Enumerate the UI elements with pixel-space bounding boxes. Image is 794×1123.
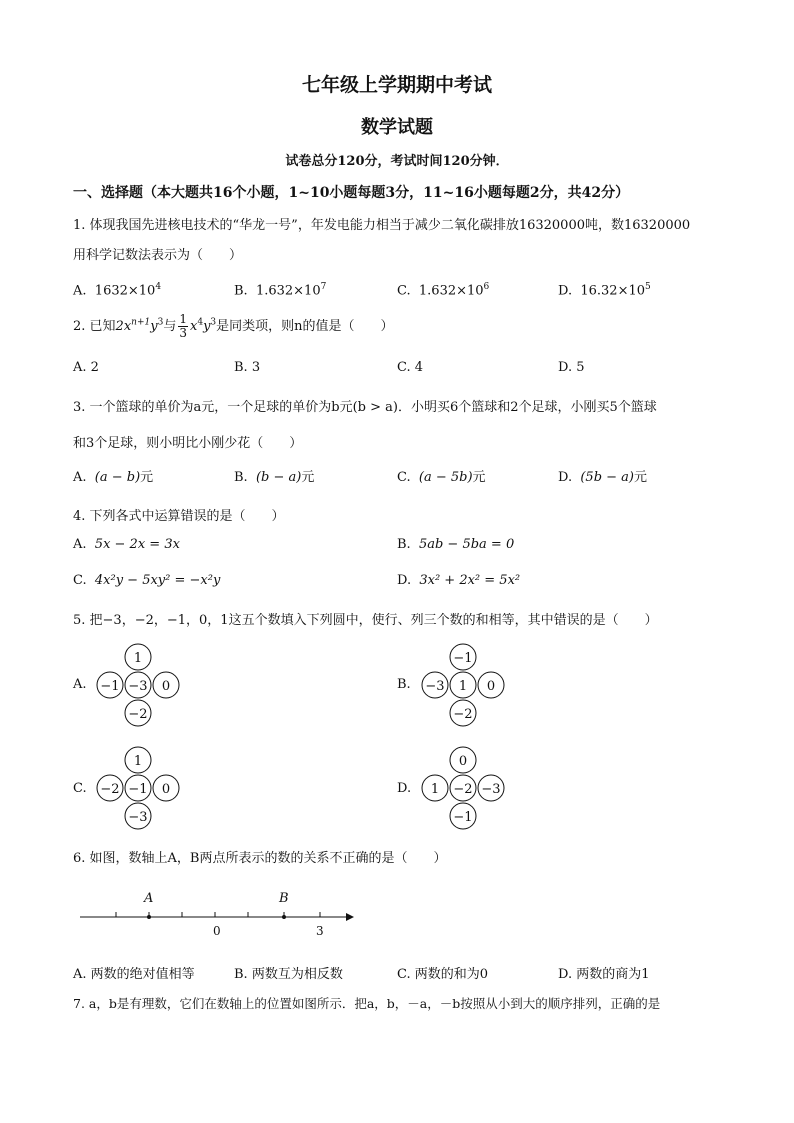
- q1-option-d[interactable]: D. $16.32\times 10^5$: [558, 282, 651, 299]
- q5-c-right: 0: [161, 782, 171, 797]
- q5-a-bottom: −2: [128, 707, 148, 722]
- q1-option-b[interactable]: B. $1.632\times 10^7$: [234, 282, 327, 299]
- point-b-label: B: [279, 891, 289, 906]
- q3-stem-line1: 3. 一个篮球的单价为a元，一个足球的单价为b元(b > a)．小明买6个篮球和2个足球，小刚买5个篮球: [73, 400, 657, 415]
- q3-option-a[interactable]: A. (a − b)元: [73, 470, 154, 485]
- q5-d-center: −2: [453, 782, 473, 797]
- q6-option-a[interactable]: A. 两数的绝对值相等: [73, 967, 195, 982]
- q5-c-bottom: −3: [128, 810, 148, 825]
- q5-option-a-circles: [90, 643, 190, 731]
- number-line-figure: [76, 885, 366, 940]
- q1-stem-line2: 用科学记数法表示为（ ）: [73, 248, 243, 263]
- q5-a-left: −1: [100, 679, 120, 694]
- q3-stem-line2: 和3个足球，则小明比小刚少花（ ）: [73, 436, 303, 451]
- exam-title: 七年级上学期期中考试: [301, 74, 492, 96]
- q5-d-top: 0: [458, 754, 468, 769]
- q2-option-b[interactable]: B. 3: [234, 360, 261, 375]
- q6-option-c[interactable]: C. 两数的和为0: [397, 967, 489, 982]
- point-b-dot: [282, 915, 286, 919]
- q5-c-left: −2: [100, 782, 120, 797]
- q4-option-a[interactable]: A. 5x − 2x = 3x: [73, 537, 180, 552]
- q6-option-d[interactable]: D. 两数的商为1: [558, 967, 650, 982]
- q5-b-left: −3: [425, 679, 445, 694]
- q5-option-b-circles: [415, 643, 515, 731]
- number-line-arrow: [346, 913, 354, 921]
- q5-d-left: 1: [430, 782, 440, 797]
- q1-stem-line1: 1. 体现我国先进核电技术的“华龙一号”，年发电能力相当于减少二氧化碳排放16320000吨，数16320000: [73, 218, 691, 233]
- q2-option-d[interactable]: D. 5: [558, 360, 585, 375]
- q7-stem-line1: 7. a，b是有理数，它们在数轴上的位置如图所示．把a，b，－a，－b按照从小到大的顺序排列，正确的是: [73, 996, 661, 1011]
- q2-option-c[interactable]: C. 4: [397, 360, 424, 375]
- q3-option-c[interactable]: C. (a − 5b)元: [397, 470, 486, 485]
- q5-d-right: −3: [481, 782, 501, 797]
- q5-b-right: 0: [486, 679, 496, 694]
- q5-option-c-circles: [90, 746, 190, 834]
- q5-d-bottom: −1: [453, 810, 473, 825]
- point-a-label: A: [144, 891, 154, 906]
- exam-subtitle: 数学试题: [361, 117, 433, 138]
- q5-option-a-label[interactable]: A.: [73, 677, 87, 692]
- tick-label-3: 3: [316, 924, 324, 938]
- q1-option-a[interactable]: A. $1632\times 10^4$: [73, 282, 162, 299]
- q2-stem: 2. 已知$2x^{n+1}y^3$与 $\frac{1}{3}$ $x^4y^3$是同类项，则n的值是（ ）: [73, 312, 394, 340]
- q5-a-right: 0: [161, 679, 171, 694]
- q5-c-top: 1: [133, 754, 143, 769]
- q5-option-d-circles: [415, 746, 515, 834]
- q5-option-b-label[interactable]: B.: [397, 677, 411, 692]
- q6-stem: 6. 如图，数轴上A，B两点所表示的数的关系不正确的是（ ）: [73, 851, 447, 866]
- q1-option-c[interactable]: C. $1.632\times 10^6$: [397, 282, 490, 299]
- number-line-ticks: [116, 912, 320, 917]
- q5-option-d-label[interactable]: D.: [397, 781, 412, 796]
- q2-option-a[interactable]: A. 2: [73, 360, 99, 375]
- exam-note: 试卷总分120分，考试时间120分钟．: [285, 154, 509, 169]
- q5-b-bottom: −2: [453, 707, 473, 722]
- q5-b-top: −1: [453, 651, 473, 666]
- q4-option-b[interactable]: B. 5ab − 5ba = 0: [397, 537, 515, 552]
- point-a-dot: [147, 915, 151, 919]
- q2-fraction: $\frac{1}{3}$: [179, 312, 187, 340]
- section-heading: 一、选择题（本大题共16个小题，1~10小题每题3分，11~16小题每题2分，共42分）: [73, 185, 630, 201]
- q6-option-b[interactable]: B. 两数互为相反数: [234, 967, 343, 982]
- q3-option-b[interactable]: B. (b − a)元: [234, 470, 315, 485]
- q4-option-d[interactable]: D. 3x² + 2x² = 5x²: [397, 573, 521, 588]
- q4-stem: 4. 下列各式中运算错误的是（ ）: [73, 509, 285, 524]
- q3-option-d[interactable]: D. (5b − a)元: [558, 470, 648, 485]
- q5-a-top: 1: [133, 651, 143, 666]
- q5-a-center: −3: [128, 679, 148, 694]
- tick-label-0: 0: [213, 924, 221, 938]
- q5-b-center: 1: [458, 679, 468, 694]
- q5-c-center: −1: [128, 782, 148, 797]
- q5-stem: 5. 把−3，−2，−1，0，1这五个数填入下列圆中，使行、列三个数的和相等，其中错误的是（ ）: [73, 613, 658, 628]
- q5-option-c-label[interactable]: C.: [73, 781, 87, 796]
- q4-option-c[interactable]: C. 4x²y − 5xy² = −x²y: [73, 573, 221, 588]
